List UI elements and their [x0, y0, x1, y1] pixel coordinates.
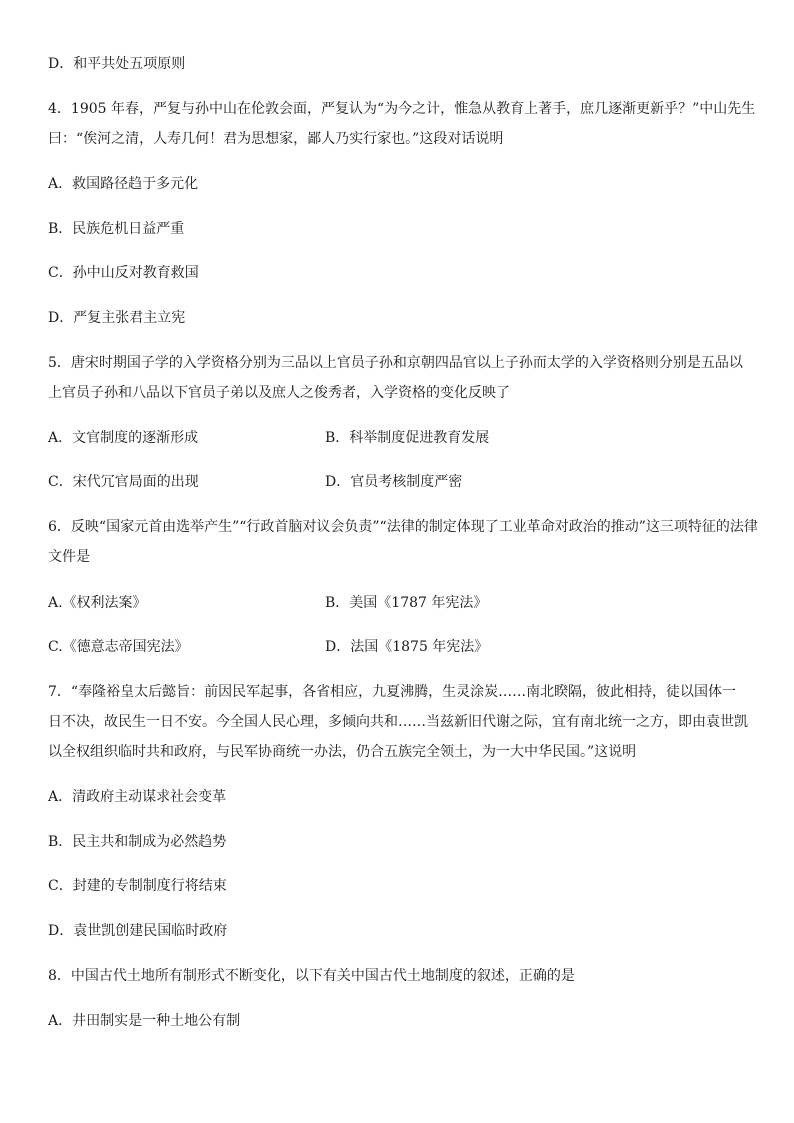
prev-question-option-d: D．和平共处五项原则: [48, 56, 186, 72]
q6-option-d[interactable]: D．法国《1875 年宪法》: [325, 639, 489, 655]
q4-option-a[interactable]: A．救国路径趋于多元化: [48, 176, 199, 192]
q6-option-c[interactable]: C.《德意志帝国宪法》: [48, 639, 189, 655]
q5-stem-line2: 上官员子孙和八品以下官员子弟以及庶人之俊秀者，入学资格的变化反映了: [48, 385, 510, 401]
q6-stem-line2: 文件是: [48, 549, 90, 565]
q7-stem-line1: 7．“奉隆裕皇太后懿旨：前因民军起事，各省相应，九夏沸腾，生灵涂炭……南北睽隔，彼此相持，徒以国体一: [48, 684, 737, 700]
q5-option-b[interactable]: B．科举制度促进教育发展: [325, 430, 490, 446]
q6-option-a[interactable]: A.《权利法案》: [48, 595, 147, 611]
q7-stem-line2: 日不决，故民生一日不安。今全国人民心理，多倾向共和……当兹新旧代谢之际，宜有南北统一之方，即由袁世凯: [48, 714, 748, 730]
q8-stem-line1: 8．中国古代土地所有制形式不断变化，以下有关中国古代土地制度的叙述，正确的是: [48, 968, 575, 984]
q5-stem-line1: 5．唐宋时期国子学的入学资格分别为三品以上官员子孙和京朝四品官以上子孙而太学的入学资格则分别是五品以: [48, 355, 743, 371]
q5-option-c[interactable]: C．宋代冗官局面的出现: [48, 474, 199, 490]
q7-stem-line3: 以全权组织临时共和政府，与民军协商统一办法，仍合五族完全领土，为一大中华民国。”这说明: [48, 744, 637, 760]
q5-option-a[interactable]: A．文官制度的逐渐形成: [48, 430, 199, 446]
q4-option-d[interactable]: D．严复主张君主立宪: [48, 310, 186, 326]
q4-stem-line1: 4．1905 年春，严复与孙中山在伦敦会面，严复认为“为今之计，惟急从教育上著手，庶几逐渐更新乎？”中山先生: [48, 101, 756, 117]
q4-stem-line2: 曰：“俟河之清，人寿几何！君为思想家，鄙人乃实行家也。”这段对话说明: [48, 131, 504, 147]
q7-option-d[interactable]: D．袁世凯创建民国临时政府: [48, 923, 228, 939]
q4-option-c[interactable]: C．孙中山反对教育救国: [48, 265, 199, 281]
q8-option-a[interactable]: A．井田制实是一种土地公有制: [48, 1013, 241, 1029]
q7-option-c[interactable]: C．封建的专制制度行将结束: [48, 878, 227, 894]
q6-option-b[interactable]: B．美国《1787 年宪法》: [325, 595, 488, 611]
q7-option-b[interactable]: B．民主共和制成为必然趋势: [48, 834, 227, 850]
q4-option-b[interactable]: B．民族危机日益严重: [48, 221, 185, 237]
q5-option-d[interactable]: D．官员考核制度严密: [325, 474, 463, 490]
q7-option-a[interactable]: A．清政府主动谋求社会变革: [48, 789, 227, 805]
q6-stem-line1: 6．反映“国家元首由选举产生”“行政首脑对议会负责”“法律的制定体现了工业革命对政治的推动”这三项特征的法律: [48, 519, 758, 535]
